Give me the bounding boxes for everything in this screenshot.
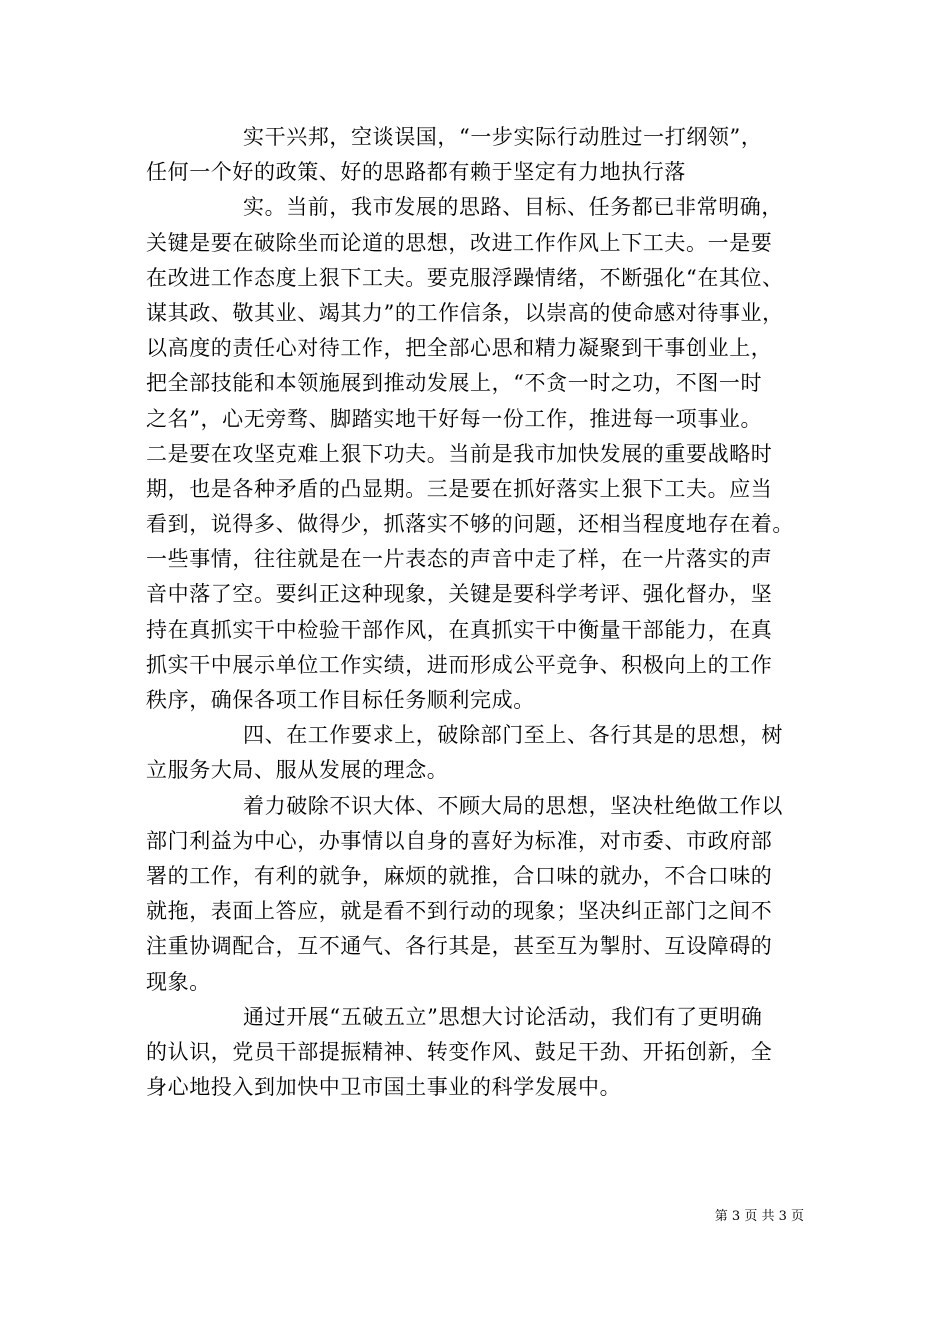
text-line: 秩序，确保各项工作目标任务顺利完成。 — [146, 688, 535, 712]
text-line: 持在真抓实干中检验干部作风，在真抓实干中衡量干部能力，在真 — [146, 617, 773, 642]
paragraph-3 — [146, 718, 810, 788]
text-line: 四、在工作要求上，破除部门至上、各行其是的思想，树 — [243, 723, 783, 748]
paragraph-5 — [146, 1000, 810, 1106]
text-line: 在改进工作态度上狠下工夫。要克服浮躁情绪，不断强化“在其位、 — [146, 265, 784, 290]
document-body — [146, 120, 810, 1105]
text-line: 以高度的责任心对待工作，把全部心思和精力凝聚到干事创业上， — [146, 336, 773, 361]
text-line: 二是要在攻坚克难上狠下功夫。当前是我市加快发展的重要战略时 — [146, 441, 773, 466]
text-line: 立服务大局、服从发展的理念。 — [146, 758, 449, 783]
text-line: 把全部技能和本领施展到推动发展上，“不贪一时之功，不图一时 — [146, 371, 763, 396]
text-line: 署的工作，有利的就争，麻烦的就推，合口味的就办，不合口味的 — [146, 863, 773, 888]
text-line: 的认识，党员干部提振精神、转变作风、鼓足干劲、开拓创新，全 — [146, 1039, 773, 1064]
text-line: 看到，说得多、做得少，抓落实不够的问题，还相当程度地存在着。 — [146, 512, 794, 537]
page-number-footer: 第 3 页 共 3 页 — [714, 1209, 804, 1224]
text-line: 实。当前，我市发展的思路、目标、任务都已非常明确， — [243, 195, 783, 220]
text-line: 一些事情，往往就是在一片表态的声音中走了样，在一片落实的声 — [146, 547, 773, 572]
text-line: 现象。 — [146, 969, 211, 994]
text-line: 身心地投入到加快中卫市国土事业的科学发展中。 — [146, 1075, 622, 1100]
text-line: 任何一个好的政策、好的思路都有赖于坚定有力地执行落 — [146, 160, 686, 185]
text-line: 关键是要在破除坐而论道的思想，改进工作作风上下工夫。一是要 — [146, 230, 773, 255]
text-line: 期，也是各种矛盾的凸显期。三是要在抓好落实上狠下工夫。应当 — [146, 476, 773, 501]
paragraph-2 — [146, 190, 810, 718]
text-line: 之名”，心无旁骛、脚踏实地干好每一份工作，推进每一项事业。 — [146, 406, 763, 431]
paragraph-1 — [146, 120, 810, 190]
text-line: 通过开展“五破五立”思想大讨论活动，我们有了更明确 — [243, 1004, 763, 1029]
text-line: 就拖，表面上答应，就是看不到行动的现象；坚决纠正部门之间不 — [146, 899, 773, 924]
text-line: 抓实干中展示单位工作实绩，进而形成公平竞争、积极向上的工作 — [146, 652, 773, 677]
text-line: 部门利益为中心，办事情以自身的喜好为标准，对市委、市政府部 — [146, 828, 773, 853]
text-line: 实干兴邦，空谈误国，“一步实际行动胜过一打纲领”， — [243, 125, 763, 149]
paragraph-4 — [146, 789, 810, 1000]
text-line: 着力破除不识大体、不顾大局的思想，坚决杜绝做工作以 — [243, 793, 783, 818]
text-line: 音中落了空。要纠正这种现象，关键是要科学考评、强化督办，坚 — [146, 582, 773, 607]
text-line: 注重协调配合，互不通气、各行其是，甚至互为掣肘、互设障碍的 — [146, 934, 773, 959]
text-line: 谋其政、敬其业、竭其力”的工作信条，以崇高的使命感对待事业， — [146, 300, 784, 325]
